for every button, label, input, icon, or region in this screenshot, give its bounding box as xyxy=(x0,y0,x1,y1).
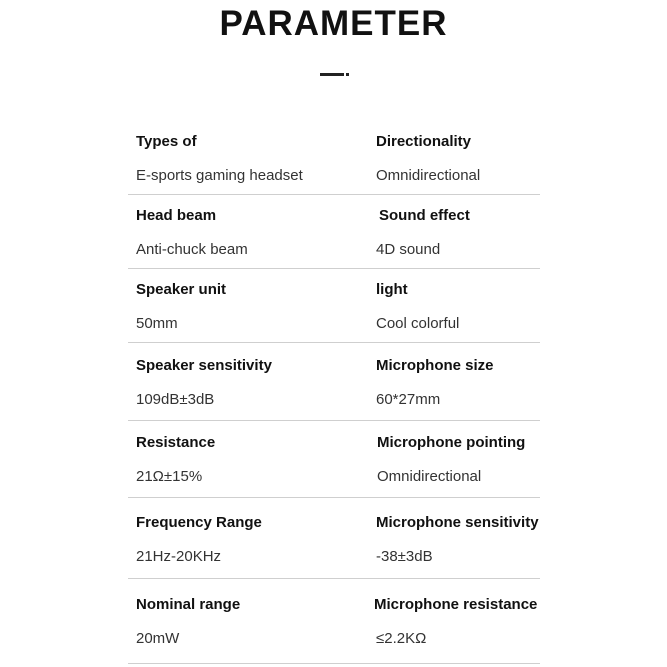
table-row xyxy=(128,195,540,269)
title-underline xyxy=(320,73,344,76)
row-right-value: Omnidirectional xyxy=(377,468,482,485)
row-right-label: Sound effect xyxy=(379,207,470,224)
row-right-value: Omnidirectional xyxy=(376,167,481,184)
row-left-label: Resistance xyxy=(136,434,216,451)
row-left-label: Frequency Range xyxy=(136,514,262,531)
table-row xyxy=(128,343,540,421)
table-row xyxy=(128,269,540,343)
title-underline-dot xyxy=(346,73,349,76)
row-right-label: Microphone pointing xyxy=(377,434,526,451)
row-right-label: Microphone resistance xyxy=(374,596,538,613)
page-title: PARAMETER xyxy=(219,4,448,43)
row-right-value: Cool colorful xyxy=(376,315,460,332)
row-left-value: 21Ω±15% xyxy=(136,468,203,485)
row-left-value: 109dB±3dB xyxy=(136,391,215,408)
table-row xyxy=(128,118,540,195)
table-row xyxy=(128,421,540,498)
row-left-label: Nominal range xyxy=(136,596,241,613)
row-left-label: Head beam xyxy=(136,207,217,224)
row-left-value: 20mW xyxy=(136,630,180,647)
table-row xyxy=(128,498,540,579)
row-left-value: 21Hz-20KHz xyxy=(136,548,222,565)
row-left-value: Anti-chuck beam xyxy=(136,241,248,258)
row-left-label: Speaker sensitivity xyxy=(136,357,272,374)
row-right-label: light xyxy=(376,281,408,298)
row-right-value: -38±3dB xyxy=(376,548,433,565)
parameter-table xyxy=(128,118,540,664)
row-left-value: 50mm xyxy=(136,315,178,332)
row-right-value: 60*27mm xyxy=(376,391,441,408)
row-right-label: Microphone sensitivity xyxy=(376,514,539,531)
row-left-label: Types of xyxy=(136,133,197,150)
row-right-value: ≤2.2KΩ xyxy=(376,630,427,647)
table-row xyxy=(128,579,540,664)
row-right-label: Directionality xyxy=(376,133,472,150)
row-right-value: 4D sound xyxy=(376,241,441,258)
row-right-label: Microphone size xyxy=(376,357,494,374)
row-left-label: Speaker unit xyxy=(136,281,227,298)
row-left-value: E-sports gaming headset xyxy=(136,167,303,184)
